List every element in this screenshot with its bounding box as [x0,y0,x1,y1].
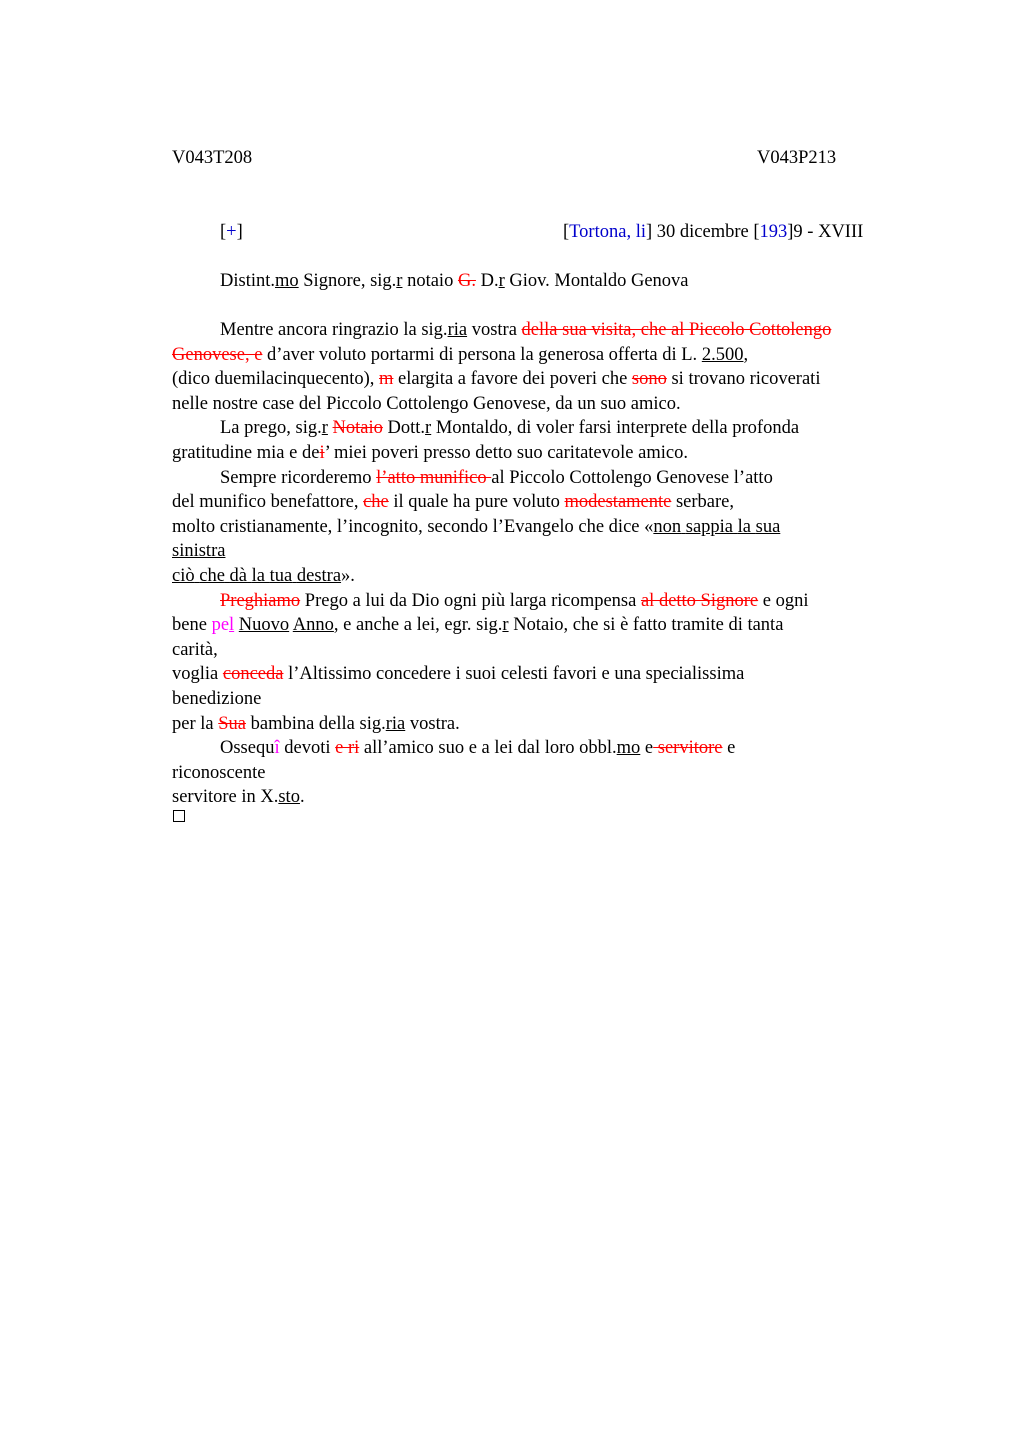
body-line [172,761,907,786]
text: Sempre ricorderemo [220,467,377,488]
text: si trovano ricoverati [666,369,821,390]
underlined-text: ria [385,713,406,734]
underlined-text: r [396,271,403,291]
underlined-text: la [251,565,265,586]
underlined-text: ria [447,320,468,340]
underlined-text: r [498,271,505,291]
body-line [172,712,907,737]
text: bambina della sig. [245,713,386,734]
text: il quale ha pure voluto [388,492,565,513]
body-line [172,392,907,417]
underlined-text: Nuovo [238,615,290,636]
underlined-text: dà [229,565,248,586]
text: , [743,344,749,365]
text: devoti [279,738,336,759]
text: e [640,738,654,759]
text: del munifico benefattore, [172,492,364,513]
text: notaio [402,271,458,291]
letter-body [172,318,907,810]
dateline-year-prefix: 193 [759,222,788,242]
underlined-text: sto [278,787,300,808]
body-line [172,490,907,515]
underlined-text: r [321,418,328,439]
deleted-text: Notaio [332,418,383,439]
body-line [172,416,907,441]
body-line [172,638,907,663]
body-line [172,564,907,589]
deleted-text: G. [457,271,476,291]
underlined-text: r [425,418,432,439]
salutation [220,269,689,293]
body-line [172,736,907,761]
text: Giov. Montaldo Genova [504,271,689,291]
body-line [172,515,907,540]
body-line [172,367,907,392]
text: ’ miei poveri presso detto suo caritatevole amico. [324,442,688,463]
deleted-text: che [363,492,389,513]
text: La prego, sig. [220,418,322,439]
underlined-text: la [737,516,751,537]
body-line [172,687,907,712]
text: carità, [172,639,218,660]
body-line [172,343,907,368]
variant-text: l [229,615,235,636]
text: nelle nostre case del Piccolo Cottolengo Genovese, da un suo amico. [172,393,681,414]
deleted-text: m [379,369,394,390]
open-bracket: [ [220,222,227,242]
deleted-text: Preghiamo [220,590,301,611]
close-bracket: ] [236,222,243,242]
deleted-text: al detto Signore [640,590,759,611]
document-code-left: V043T208 [172,148,253,168]
text: (dico duemilacinquecento), [172,369,380,390]
body-line [172,441,907,466]
deleted-text: Genovese, e [172,344,263,365]
deleted-text: della sua visita, che al Piccolo Cottolengo [521,320,832,340]
underlined-text: tua [269,565,293,586]
body-line [172,662,907,687]
text: bene [172,615,212,636]
body-line [172,589,907,614]
text: vostra. [405,713,460,734]
variant-text: î [274,738,280,759]
text: vostra [467,320,522,340]
text: l’Altissimo concedere i suoi celesti favori e una specialissima [283,664,745,685]
underlined-text: Anno [292,615,334,636]
body-line [172,785,907,810]
text: e ogni [758,590,809,611]
deleted-text: e ri [335,738,360,759]
text: D. [475,271,499,291]
text: . [299,787,305,808]
deleted-text: Sua [218,713,246,734]
text: Prego a lui da Dio ogni più larga ricompensa [300,590,641,611]
text: benedizione [172,688,262,709]
deleted-text: modestamente [564,492,672,513]
empty-square-icon [173,810,185,822]
text: serbare, [671,492,735,513]
text: per la [172,713,219,734]
body-line [172,466,907,491]
underlined-text: che [199,565,225,586]
body-line [172,613,907,638]
underlined-text: mo [275,271,299,291]
underlined-text: sua [755,516,781,537]
text: Notaio, che si è fatto tramite di tanta [508,615,784,636]
text: servitore in X. [172,787,279,808]
open-bracket: [ [563,222,570,242]
text: voglia [172,664,223,685]
underlined-text: destra [296,565,342,586]
dateline-day-month: ] 30 dicembre [ [645,222,760,242]
dateline-place: Tortona, li [569,222,646,242]
text: all’amico suo e a lei dal loro obbl. [359,738,617,759]
text: d’aver voluto portarmi di persona la generosa offerta di L. [262,344,702,365]
text: elargita a favore dei poveri che [393,369,632,390]
body-line [172,318,907,343]
text: , e anche a lei, egr. sig. [333,615,503,636]
text: riconoscente [172,762,266,783]
underlined-text: 2.500 [701,344,744,365]
dateline-year-suffix: ]9 - XVIII [787,222,864,242]
text: gratitudine mia e de [172,442,320,463]
variant-text: pe [211,615,230,636]
text: Mentre ancora ringrazio la sig. [220,320,448,340]
dateline [563,220,863,244]
text: Ossequ [220,738,275,759]
underlined-text: mo [616,738,641,759]
text: al Piccolo Cottolengo Genovese l’atto [491,467,773,488]
deleted-text: servitore [653,738,723,759]
text: molto cristianamente, l’incognito, secondo l’Evangelo che dice « [172,516,654,537]
underlined-text: r [502,615,509,636]
underlined-text: non [653,516,682,537]
deleted-text: i [319,442,325,463]
marker-plus: + [226,222,237,242]
body-line [172,539,907,564]
underlined-text: sinistra [172,541,226,562]
editorial-marker [220,220,243,244]
deleted-text: sono [631,369,667,390]
document-code-right: V043P213 [757,148,837,168]
text: Distint. [220,271,275,291]
deleted-text: l’atto munifico [376,467,492,488]
text: Dott. [382,418,426,439]
text: ». [341,565,355,586]
underlined-text: sappia [685,516,734,537]
underlined-text: ciò [172,565,195,586]
text: e [722,738,736,759]
text: Montaldo, di voler farsi interprete della profonda [431,418,800,439]
deleted-text: conceda [222,664,284,685]
text: Signore, sig. [298,271,397,291]
